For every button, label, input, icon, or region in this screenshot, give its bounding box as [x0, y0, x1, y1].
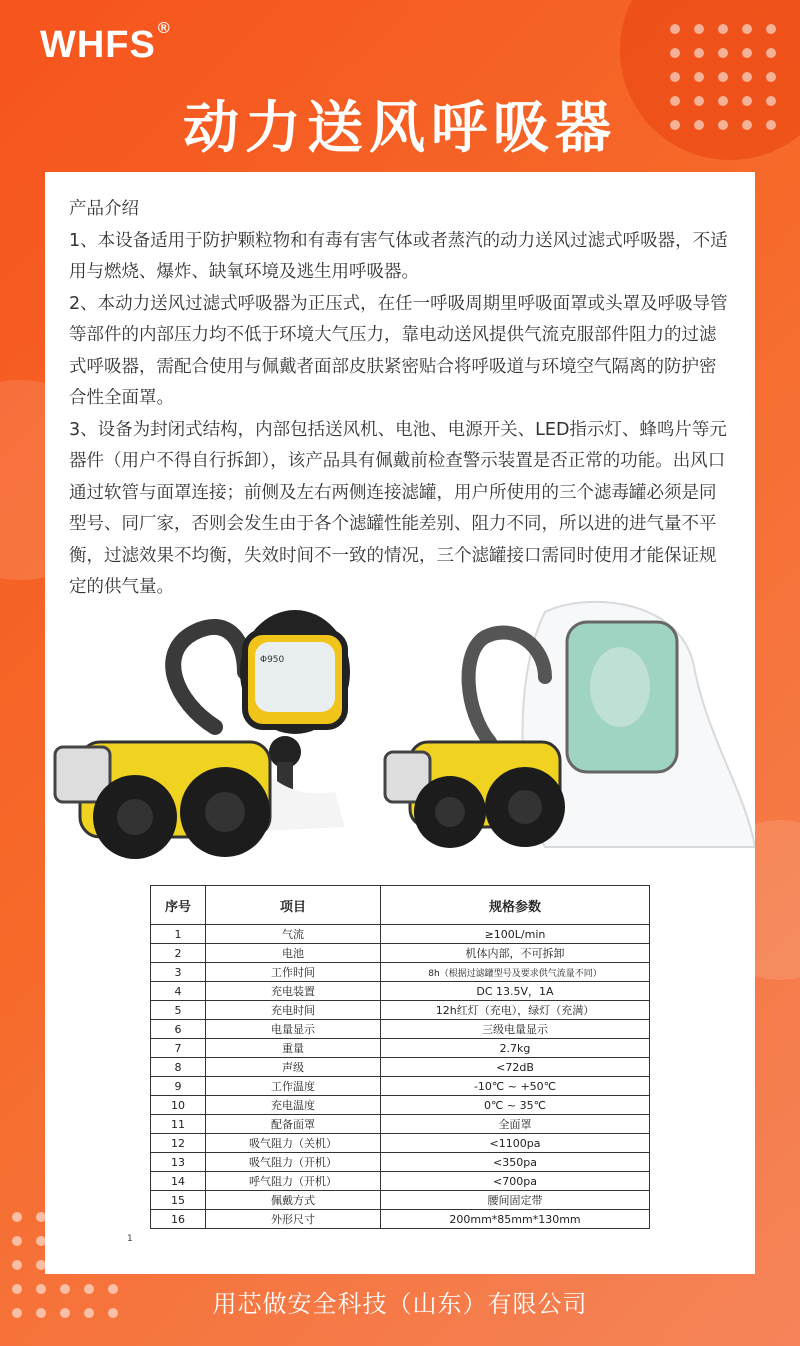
table-row [151, 1172, 650, 1191]
row-index: 6 [151, 1020, 206, 1039]
table-row [151, 1001, 650, 1020]
table-footnote: 1 [127, 1234, 133, 1244]
row-spec: <1100pa [381, 1134, 650, 1153]
row-spec: <700pa [381, 1172, 650, 1191]
table-row [151, 963, 650, 982]
row-item: 工作时间 [206, 963, 381, 982]
header-item: 项目 [206, 886, 381, 925]
row-index: 15 [151, 1191, 206, 1210]
row-item: 充电装置 [206, 982, 381, 1001]
hood-unit-photo [385, 602, 755, 848]
row-index: 5 [151, 1001, 206, 1020]
row-item: 吸气阻力（开机） [206, 1153, 381, 1172]
row-item: 充电温度 [206, 1096, 381, 1115]
row-index: 14 [151, 1172, 206, 1191]
row-spec: 200mm*85mm*130mm [381, 1210, 650, 1229]
row-spec: 8h（根据过滤罐型号及要求供气流量不同） [381, 963, 650, 982]
row-item: 呼气阻力（开机） [206, 1172, 381, 1191]
table-row [151, 1096, 650, 1115]
row-item: 吸气阻力（关机） [206, 1134, 381, 1153]
row-item: 充电时间 [206, 1001, 381, 1020]
row-spec: 2.7kg [381, 1039, 650, 1058]
brand-logo [40, 20, 171, 67]
content-card [45, 172, 755, 1274]
row-index: 7 [151, 1039, 206, 1058]
row-spec: DC 13.5V，1A [381, 982, 650, 1001]
row-spec: 腰间固定带 [381, 1191, 650, 1210]
row-spec: -10℃ ~ +50℃ [381, 1077, 650, 1096]
row-item: 声级 [206, 1058, 381, 1077]
table-row [151, 1191, 650, 1210]
row-index: 1 [151, 925, 206, 944]
table-row [151, 1153, 650, 1172]
row-spec: <350pa [381, 1153, 650, 1172]
row-index: 9 [151, 1077, 206, 1096]
row-index: 2 [151, 944, 206, 963]
row-spec: 全面罩 [381, 1115, 650, 1134]
row-index: 12 [151, 1134, 206, 1153]
table-row [151, 944, 650, 963]
header-index: 序号 [151, 886, 206, 925]
row-spec: <72dB [381, 1058, 650, 1077]
table-row [151, 1020, 650, 1039]
intro-paragraph-3: 3、设备为封闭式结构，内部包括送风机、电池、电源开关、LED指示灯、蜂鸣片等元器件（用户不得自行拆卸），该产品具有佩戴前检查警示装置是否正常的功能。出风口通过软管与面罩连接；前侧及左右两侧连接滤罐，用户所使用的三个滤毒罐必须是同型号、同厂家，否则会发生由于各个滤罐性能差别、阻力不同，所以进的进气量不平衡，过滤效果不均衡，失效时间不一致的情况，三个滤罐接口需同时使用才能保证规定的供气量。 [69, 419, 727, 597]
row-item: 外形尺寸 [206, 1210, 381, 1229]
table-row [151, 1077, 650, 1096]
page-title: 动力送风呼吸器 [183, 96, 617, 161]
table-row [151, 1210, 650, 1229]
row-index: 10 [151, 1096, 206, 1115]
row-item: 电量显示 [206, 1020, 381, 1039]
row-index: 11 [151, 1115, 206, 1134]
spec-table-header [151, 886, 650, 925]
intro-paragraph-1: 1、本设备适用于防护颗粒物和有毒有害气体或者蒸汽的动力送风过滤式呼吸器，不适用与燃烧、爆炸、缺氧环境及逃生用呼吸器。 [69, 230, 728, 282]
spec-table [150, 885, 650, 1229]
table-row [151, 982, 650, 1001]
row-index: 13 [151, 1153, 206, 1172]
row-spec: ≥100L/min [381, 925, 650, 944]
row-index: 4 [151, 982, 206, 1001]
table-row [151, 1115, 650, 1134]
table-row [151, 1039, 650, 1058]
row-spec: 机体内部，不可拆卸 [381, 944, 650, 963]
full-face-mask-unit-photo [55, 610, 350, 859]
row-spec: 0℃ ~ 35℃ [381, 1096, 650, 1115]
intro-heading: 产品介绍 [69, 199, 139, 219]
row-item: 气流 [206, 925, 381, 944]
row-spec: 三级电量显示 [381, 1020, 650, 1039]
table-row [151, 1058, 650, 1077]
mask-label: Φ950 [260, 655, 285, 665]
company-name: 用芯做安全科技（山东）有限公司 [212, 1290, 588, 1318]
header-spec: 规格参数 [381, 886, 650, 925]
row-item: 电池 [206, 944, 381, 963]
table-row [151, 925, 650, 944]
product-intro [69, 194, 733, 604]
row-item: 重量 [206, 1039, 381, 1058]
registered-mark: ® [157, 20, 171, 38]
row-item: 佩戴方式 [206, 1191, 381, 1210]
row-item: 工作温度 [206, 1077, 381, 1096]
product-photos [45, 592, 755, 860]
intro-paragraph-2: 2、本动力送风过滤式呼吸器为正压式，在任一呼吸周期里呼吸面罩或头罩及呼吸导管等部件的内部压力均不低于环境大气压力，靠电动送风提供气流克服部件阻力的过滤式呼吸器，需配合使用与佩戴者面部皮肤紧密贴合将呼吸道与环境空气隔离的防护密合性全面罩。 [69, 293, 728, 408]
row-item: 配备面罩 [206, 1115, 381, 1134]
brand-logo-text: WHFS [40, 24, 156, 66]
row-index: 16 [151, 1210, 206, 1229]
table-row [151, 1134, 650, 1153]
row-spec: 12h红灯（充电），绿灯（充满） [381, 1001, 650, 1020]
row-index: 3 [151, 963, 206, 982]
row-index: 8 [151, 1058, 206, 1077]
